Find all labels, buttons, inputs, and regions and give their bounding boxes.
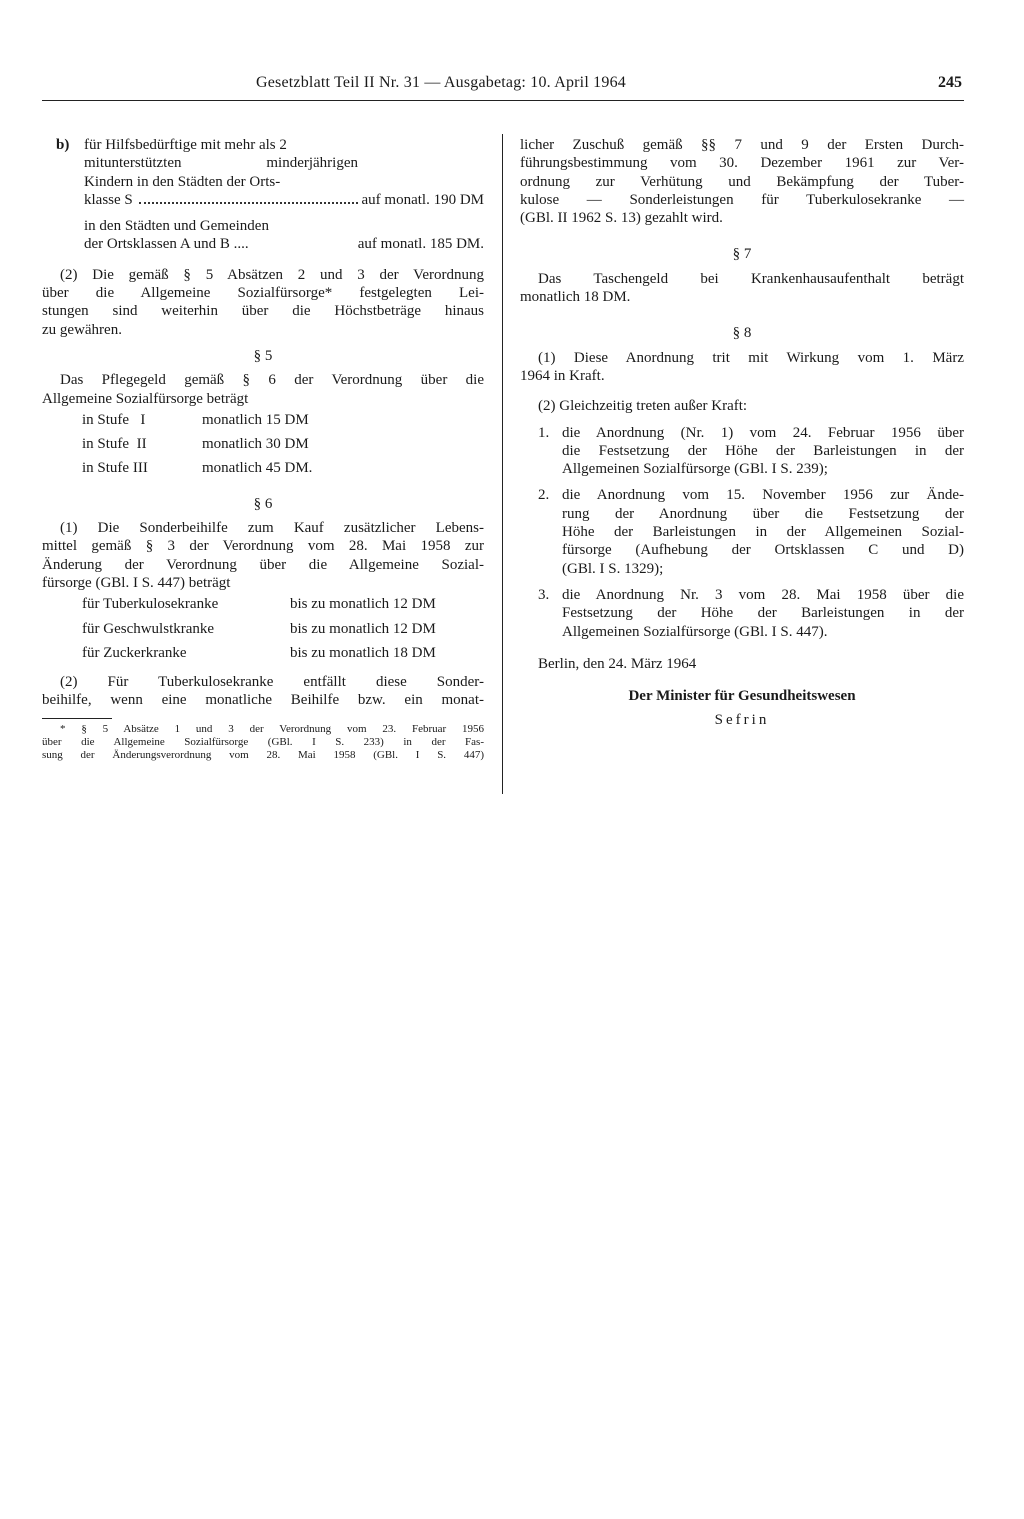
paragraph-line: stungen sind weiterhin über die Höchstbeträge hinaus [42, 303, 484, 320]
paragraph-line: mittel gemäß § 3 der Verordnung vom 28. Mai 1958 zur [42, 538, 484, 555]
table-row [82, 617, 484, 641]
paragraph-line: (2) Die gemäß § 5 Absätzen 2 und 3 der Verordnung [60, 266, 484, 283]
date-line: Berlin, den 24. März 1964 [538, 655, 697, 672]
signature-title: Der Minister für Gesundheitswesen [628, 688, 856, 705]
paragraph-line: (2) Für Tuberkulosekranke entfällt diese Sonder- [60, 674, 484, 691]
item-line: die Anordnung (Nr. 1) vom 24. Februar 1956 über [562, 424, 964, 441]
list-item [520, 424, 964, 479]
section-heading: § 8 [732, 325, 752, 342]
stufen-table [82, 408, 352, 481]
table-row [82, 456, 352, 480]
item-line: die Festsetzung der Höhe der Barleistungen in der [562, 442, 964, 459]
item-b-label: b) [56, 137, 70, 153]
paragraph-line: monatlich 18 DM. [520, 289, 631, 306]
footnote-line: über die Allgemeine Sozialfürsorge (GBl. I S. 233) in der Fas- [42, 735, 484, 748]
leader-dots [139, 191, 358, 204]
item-line: rung der Anordnung über die Festsetzung der [562, 505, 964, 522]
paragraph-line: Das Taschengeld bei Krankenhausaufenthalt beträgt [538, 270, 964, 287]
list-number: 3. [538, 586, 550, 603]
table-cell: monatlich 45 DM. [202, 460, 313, 477]
amount: auf monatl. 190 DM [361, 191, 484, 208]
paragraph-line: zu gewähren. [42, 321, 122, 338]
footnote-line: * § 5 Absätze 1 und 3 der Verordnung vom 23. Februar 1956 [60, 722, 484, 735]
paragraph-line: führungsbestimmung vom 30. Dezember 1961 zur Ver- [520, 155, 964, 172]
section-heading: § 5 [253, 347, 273, 364]
paragraph-line: (1) Diese Anordnung trit mit Wirkung vom 1. März [538, 349, 964, 366]
table-row [82, 641, 484, 665]
table-cell: bis zu monatlich 18 DM [290, 644, 436, 661]
list-number: 2. [538, 487, 550, 504]
item-line: Höhe der Barleistungen in der Allgemeinen Sozial- [562, 524, 964, 541]
text-line [84, 191, 484, 209]
footnote-rule [42, 718, 112, 719]
item-line: fürsorge (Aufhebung der Ortsklassen C und D) [562, 542, 964, 559]
paragraph-line: 1964 in Kraft. [520, 367, 605, 384]
paragraph-line: kulose — Sonderleistungen für Tuberkulosekranke — [520, 191, 964, 208]
text-line: Kindern in den Städten der Orts- [84, 173, 281, 190]
list-number: 1. [538, 424, 550, 441]
table-cell [82, 456, 202, 480]
item-line: Allgemeinen Sozialfürsorge (GBl. I S. 239); [562, 461, 828, 478]
table-cell: monatlich 30 DM [202, 436, 309, 453]
item-line: Festsetzung der Höhe der Barleistungen in der [562, 605, 964, 622]
signature-name: Sefrin [714, 712, 770, 729]
footnote [42, 723, 484, 762]
footnote-line: sung der Änderungsverordnung vom 28. Mai 1958 (GBl. I S. 447) [42, 748, 484, 761]
beihilfe-table [82, 592, 484, 665]
text-line: für Hilfsbedürftige mit mehr als 2 [84, 137, 287, 153]
page-header [42, 74, 964, 101]
item-line: Allgemeinen Sozialfürsorge (GBl. I S. 447). [562, 623, 828, 640]
page-number: 245 [938, 74, 962, 91]
text-word: der Ortsklassen A und B .... [84, 236, 249, 253]
paragraph-line: ordnung zur Verhütung und Bekämpfung der Tuber- [520, 173, 964, 190]
paragraph-line: Allgemeine Sozialfürsorge beträgt [42, 390, 249, 407]
paragraph-line: Das Pflegegeld gemäß § 6 der Verordnung über die [60, 372, 484, 389]
cell-text: in Stufe [82, 460, 130, 477]
item-line: die Anordnung vom 15. November 1956 zur Ände- [562, 487, 964, 504]
cell-text: in Stufe [82, 436, 130, 453]
paragraph-line: beihilfe, wenn eine monatliche Beihilfe bzw. ein monat- [42, 692, 484, 709]
table-cell: bis zu monatlich 12 DM [290, 620, 436, 637]
cell-text: I [140, 411, 146, 428]
text-line: in den Städten und Gemeinden [84, 218, 269, 235]
table-cell: für Zuckerkranke [82, 644, 187, 661]
column-divider [502, 134, 503, 794]
text-word: mitunterstützten [84, 155, 182, 172]
table-row [82, 432, 352, 456]
cell-text: III [132, 460, 148, 477]
table-cell: bis zu monatlich 12 DM [290, 596, 436, 613]
item-line: die Anordnung Nr. 3 vom 28. Mai 1958 über die [562, 586, 964, 603]
cell-text: in Stufe [82, 411, 130, 428]
table-row [82, 592, 484, 616]
right-column [520, 136, 964, 730]
item-line: (GBl. I S. 1329); [562, 560, 664, 577]
text-line [84, 154, 358, 172]
paragraph-line: (2) Gleichzeitig treten außer Kraft: [538, 398, 748, 415]
paragraph-line: über die Allgemeine Sozialfürsorge* festgelegten Lei- [42, 285, 484, 302]
table-cell: monatlich 15 DM [202, 411, 309, 428]
item-b [42, 136, 484, 254]
paragraph-line: licher Zuschuß gemäß §§ 7 und 9 der Ersten Durch- [520, 137, 964, 153]
text-word: minderjährigen [266, 155, 358, 172]
left-column [42, 136, 484, 762]
text-line [84, 235, 484, 253]
section-heading: § 7 [732, 246, 752, 263]
text-word: klasse S [84, 191, 133, 208]
paragraph-line: Änderung der Verordnung über die Allgemeine Sozial- [42, 556, 484, 573]
amount: auf monatl. 185 DM. [357, 236, 484, 253]
table-row [82, 408, 352, 432]
cell-text: II [136, 436, 147, 453]
list-item [520, 586, 964, 641]
paragraph-line: (GBl. II 1962 S. 13) gezahlt wird. [520, 210, 723, 227]
paragraph-line: (1) Die Sonderbeihilfe zum Kauf zusätzlicher Lebens- [60, 520, 484, 537]
list-item [520, 486, 964, 577]
table-cell: für Geschwulstkranke [82, 620, 215, 637]
table-cell [82, 432, 202, 456]
paragraph-line: fürsorge (GBl. I S. 447) beträgt [42, 574, 231, 591]
table-cell [82, 408, 202, 432]
header-title: Gesetzblatt Teil II Nr. 31 — Ausgabetag: 10. April 1964 [256, 74, 626, 91]
section-heading: § 6 [253, 495, 273, 512]
table-cell: für Tuberkulosekranke [82, 596, 219, 613]
